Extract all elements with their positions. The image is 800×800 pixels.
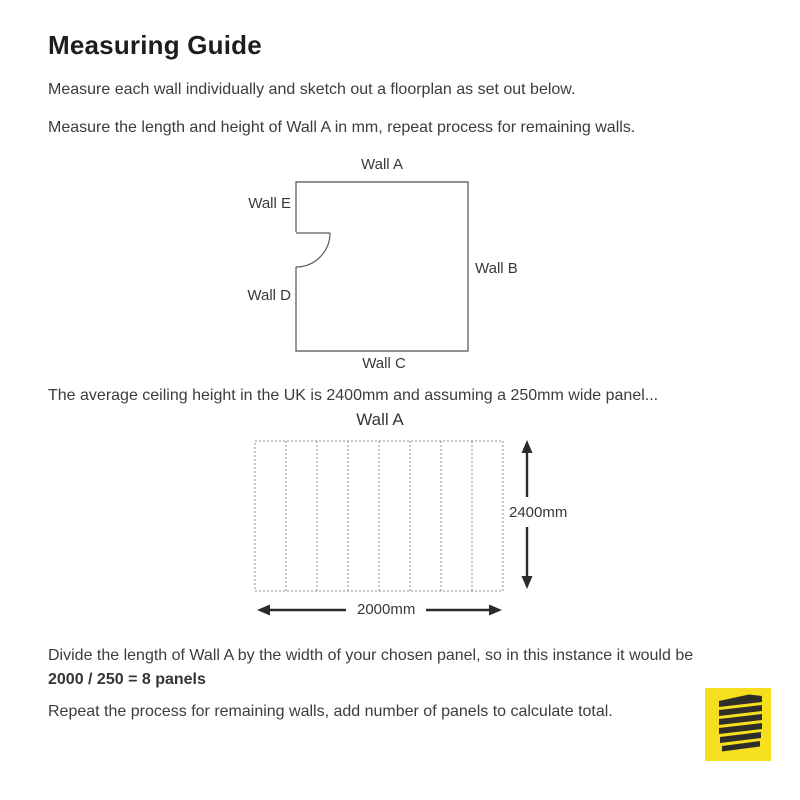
ceiling-note: The average ceiling height in the UK is 2400mm and assuming a 250mm wide panel... [48, 387, 659, 404]
floorplan-label-wall-a: Wall A [361, 156, 403, 173]
divide-instruction: Divide the length of Wall A by the width of your chosen panel, so in this instance it would be [48, 647, 694, 664]
panel-formula: 2000 / 250 = 8 panels [48, 671, 206, 688]
floorplan-label-wall-c: Wall C [362, 355, 406, 372]
panel-stack-icon [705, 688, 771, 761]
intro-line-2: Measure the length and height of Wall A in mm, repeat process for remaining walls. [48, 119, 636, 136]
panel-diagram [250, 435, 540, 625]
width-dimension-label: 2000mm [357, 601, 416, 618]
floorplan-label-wall-b: Wall B [475, 260, 518, 277]
brand-logo [705, 688, 771, 761]
repeat-instruction: Repeat the process for remaining walls, add number of panels to calculate total. [48, 703, 613, 720]
intro-line-1: Measure each wall individually and sketch out a floorplan as set out below. [48, 81, 576, 98]
height-dimension-label: 2400mm [509, 504, 568, 521]
page-title: Measuring Guide [48, 30, 262, 60]
panel-dividers [286, 441, 472, 591]
door-swing-arc [296, 233, 330, 267]
floorplan-label-wall-e: Wall E [248, 195, 291, 212]
panel-diagram-title: Wall A [356, 410, 404, 429]
panel-wall-outline [255, 441, 503, 591]
floorplan-label-wall-d: Wall D [247, 287, 291, 304]
floorplan-outline [296, 182, 468, 351]
